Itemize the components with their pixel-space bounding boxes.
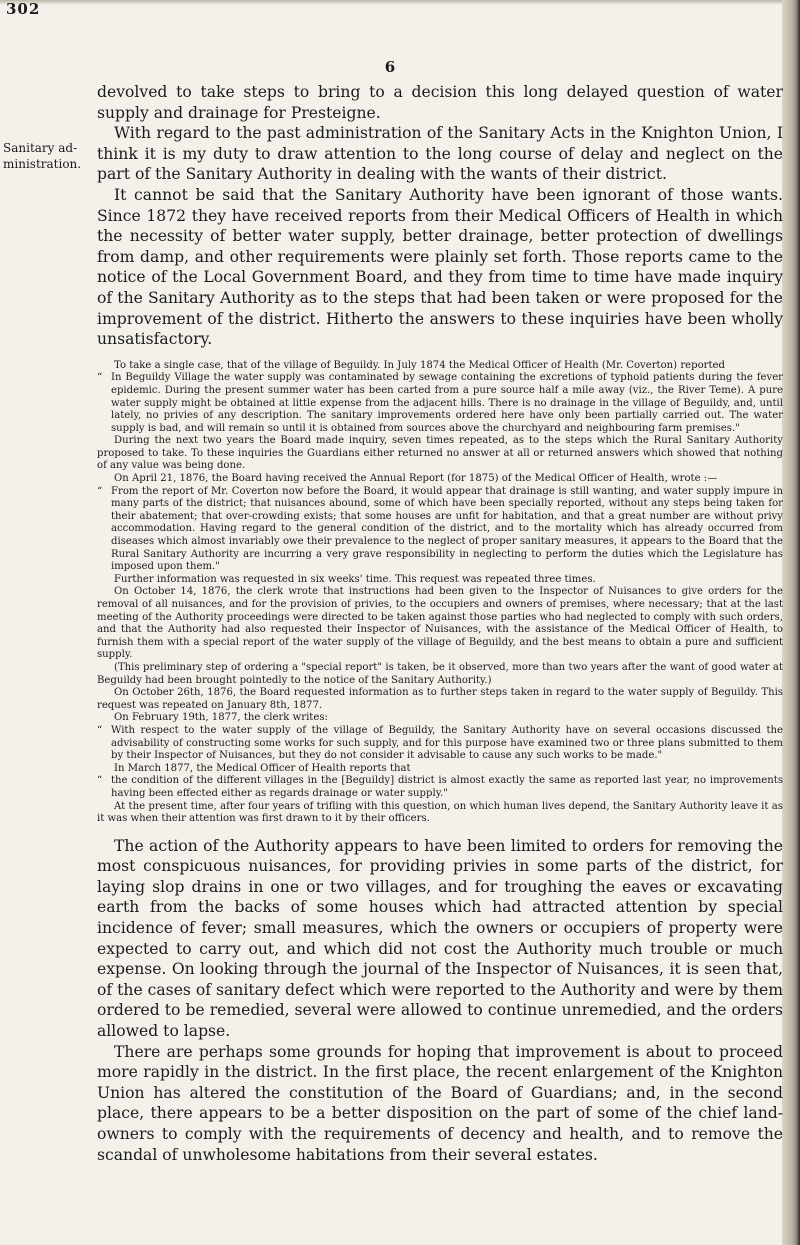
beguildy-case-block bbox=[97, 360, 783, 826]
medical-officer-march-intro: In March 1877, the Medical Officer of Health reports that bbox=[114, 762, 411, 774]
paragraph-authority-action: The action of the Authority appears to have been limited to orders for removing the most conspicuous nuisances, for providing privies in some parts of the district, for laying slop drains in one or two villages, and for troughing the eaves or excavating earth from the backs of some houses which had attracted attention by special incidence of fever; small measures, which the owners or occupiers of property were expected to carry out, and which did not cost the Authority much trouble or much expense. On looking through the journal of the Inspector of Nuisances, it is seen that, of the cases of sanitary defect which were reported to the Authority and were by them ordered to be remedied, several were allowed to continue unremedied, and the orders allowed to lapse. bbox=[97, 836, 783, 1041]
board-letter-quote bbox=[97, 486, 783, 574]
board-request-october: On October 26th, 1876, the Board requested information as to further steps taken in regard to the water supply of Beguildy. This request was repeated on January 8th, 1877. bbox=[97, 687, 783, 711]
clerk-february-quote bbox=[97, 725, 783, 763]
page-top-shadow bbox=[0, 0, 800, 5]
page-body bbox=[97, 82, 783, 1165]
clerk-october-letter: On October 14, 1876, the clerk wrote that instructions had been given to the Inspector of Nuisances to give orders for the removal of all nuisances, and for the provision of privies, to the occupiers and owners of premises, where necessary; that at the last meeting of the Authority proceedings were directed to be taken against those parties who had neglected to comply with such orders, and that the Authority had also requested their Inspector of Nuisances, with the assistance of the Medical Officer of Health, to furnish them with a special report of the water supply of the village of Beguildy, and the best means to obtain a pure and sufficient supply. bbox=[97, 586, 783, 661]
quote-mark: “ bbox=[97, 372, 103, 384]
margin-note-line-2: ministration. bbox=[3, 157, 82, 171]
page-edge-shadow bbox=[782, 0, 800, 1245]
paragraph-ignorant-of-wants: It cannot be said that the Sanitary Authority have been ignorant of those wants. Since 1872 they have received reports from their Medical Officers of Health in which the necessity of better water supply, better drainage, better protection of dwellings from damp, and other requirements were plainly set forth. Those reports came to the notice of the Local Government Board, and they from time to time have made inquiry of the Sanitary Authority as to the steps that had been taken or were proposed for the improvement of the district. Hitherto the answers to these inquiries have been wholly unsatisfactory. bbox=[97, 185, 783, 349]
clerk-february-text: With respect to the water supply of the village of Beguildy, the Sanitary Authority have on several occasions discussed the advisability of constructing some works for such supply, and for this purpose have examined two or three plans submitted to them by their Inspector of Nuisances, but they do not consider it advisable to cause any such works to be made." bbox=[111, 724, 783, 762]
beguildy-quote-text: In Beguildy Village the water supply was contaminated by sewage containing the excretions of typhoid patients during the fever epidemic. During the present summer water has been carted from a pure source half a mile away (viz., the River Teme). A pure water supply might be obtained at little expense from the adjacent hills. There is no drainage in the village of Beguildy, and, until lately, no privies of any description. The sanitary improvements ordered here have only been partially carried out. The water supply is bad, and will remain so until it is obtained from sources above the churchyard and neighbouring farm premises." bbox=[111, 372, 783, 434]
paragraph-presteigne: devolved to take steps to bring to a decision this long delayed question of water supply and drainage for Presteigne. bbox=[97, 83, 783, 122]
quote-mark: “ bbox=[97, 724, 103, 736]
paragraph-hope-improvement: There are perhaps some grounds for hoping that improvement is about to proceed more rapidly in the district. In the first place, the recent enlargement of the Knighton Union has altered the constitution of the Board of Guardians; and, in the second place, there appears to be a better disposition on the part of some of the chief land-owners to comply with the requirements of decency and health, and to remove the scandal of unwholesome habitations from their several estates. bbox=[97, 1042, 783, 1164]
paragraph-sanitary-admin: With regard to the past administration of the Sanitary Acts in the Knighton Union, I think it is my duty to draw attention to the long course of delay and neglect on the part of the Sanitary Authority in dealing with the wants of their district. bbox=[97, 124, 783, 184]
manuscript-page-number: 302 bbox=[6, 0, 41, 18]
page-number: 6 bbox=[384, 58, 396, 76]
further-information: Further information was requested in six weeks' time. This request was repeated three times. bbox=[114, 573, 596, 585]
margin-note-line-1: Sanitary ad- bbox=[3, 141, 78, 155]
beguildy-quote-1874 bbox=[97, 372, 783, 435]
inquiry-repeated: During the next two years the Board made inquiry, seven times repeated, as to the steps which the Rural Sanitary Authority proposed to take. To these inquiries the Guardians either returned no answer at all or returned answers which showed that nothing of any value was being done. bbox=[97, 435, 783, 472]
medical-officer-march-text: the condition of the different villages in the [Beguildy] district is almost exactly the same as reported last year, no improvements having been effected either as regards drainage or water supply." bbox=[111, 775, 783, 799]
annual-report-intro: On April 21, 1876, the Board having received the Annual Report (for 1875) of the Medical Officer of Health, wrote :— bbox=[114, 473, 718, 485]
quote-mark: “ bbox=[97, 485, 103, 497]
present-time-note: At the present time, after four years of trifling with this question, on which human lives depend, the Sanitary Authority leave it as it was when their attention was first drawn to it by their officers. bbox=[97, 800, 783, 825]
medical-officer-march-quote bbox=[97, 775, 783, 800]
beguildy-intro: To take a single case, that of the village of Beguildy. In July 1874 the Medical Officer of Health (Mr. Coverton) reported bbox=[114, 359, 725, 371]
clerk-february-intro: On February 19th, 1877, the clerk writes: bbox=[114, 712, 328, 724]
preliminary-step-note: (This preliminary step of ordering a "special report" is taken, be it observed, more than two years after the want of good water at Beguildy had been brought pointedly to the notice of the Sanitary Authority.) bbox=[97, 661, 783, 686]
board-letter-text: From the report of Mr. Coverton now before the Board, it would appear that drainage is still wanting, and water supply impure in many parts of the district; that nuisances abound, some of which have been specially reported, without any steps being taken for their abatement; that over-crowding exists; that some houses are unfit for habitation, and that a great number are without privy accommodation. Having regard to the general condition of the district, and to the mortality which has already occurred from diseases which almost invariably owe their prevalence to the neglect of proper sanitary measures, it appears to the Board that the Rural Sanitary Authority are incurring a very grave responsibility in neglecting to perform the duties which the Legislature has imposed upon them." bbox=[111, 485, 783, 573]
margin-note bbox=[3, 140, 81, 172]
quote-mark: “ bbox=[97, 775, 103, 787]
